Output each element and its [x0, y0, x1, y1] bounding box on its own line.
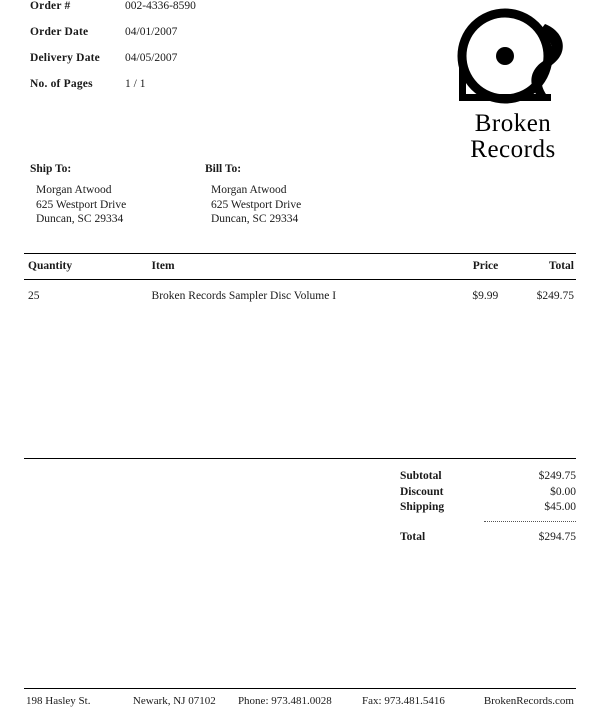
company-logo	[448, 6, 578, 162]
total-label: Total	[400, 530, 426, 543]
bill-to-title: Bill To:	[205, 163, 242, 175]
table-header-row	[24, 254, 576, 279]
ship-to-line: Duncan, SC 29334	[36, 213, 124, 225]
cell-price: $9.99	[472, 290, 499, 302]
shipping-value: $45.00	[544, 501, 576, 513]
column-header-price: Price	[472, 260, 499, 272]
footer-fax: Fax: 973.481.5416	[362, 695, 445, 707]
totals-divider	[484, 521, 576, 522]
ship-to-line: Morgan Atwood	[36, 184, 112, 196]
meta-row-page-count	[30, 78, 330, 104]
bill-to-line: 625 Westport Drive	[211, 198, 302, 211]
footer-city: Newark, NJ 07102	[132, 695, 216, 707]
subtotal-label: Subtotal	[400, 470, 442, 482]
ship-to-title: Ship To:	[30, 163, 72, 175]
bill-to-line: Morgan Atwood	[211, 184, 287, 196]
discount-value: $0.00	[550, 485, 576, 498]
totals-row-discount	[400, 485, 576, 501]
record-disc-icon	[453, 6, 573, 111]
meta-label: Order Date	[30, 26, 89, 38]
totals-top-rule	[24, 458, 576, 459]
subtotal-value: $249.75	[538, 470, 576, 482]
ship-to-line: 625 Westport Drive	[36, 198, 127, 211]
footer	[24, 695, 576, 707]
line-items-table	[24, 253, 576, 302]
meta-label: No. of Pages	[30, 78, 93, 90]
totals-block	[400, 469, 576, 545]
meta-label: Delivery Date	[30, 52, 100, 64]
footer-address: 198 Hasley St.	[26, 695, 91, 707]
meta-value: 1 / 1	[125, 78, 146, 90]
column-header-quantity: Quantity	[28, 260, 73, 272]
shipping-label: Shipping	[400, 501, 445, 513]
footer-website: BrokenRecords.com	[483, 695, 574, 707]
footer-phone: Phone: 973.481.0028	[237, 695, 332, 707]
address-section	[30, 163, 570, 227]
bill-to-line: Duncan, SC 29334	[211, 213, 299, 225]
order-meta-block	[30, 0, 330, 104]
cell-item: Broken Records Sampler Disc Volume I	[151, 290, 337, 302]
column-header-item: Item	[151, 260, 175, 272]
totals-row-shipping	[400, 500, 576, 516]
meta-row-order-number	[30, 0, 330, 26]
cell-quantity: 25	[28, 290, 40, 302]
meta-label: Order #	[30, 0, 71, 12]
discount-label: Discount	[400, 485, 444, 498]
totals-row-total	[400, 530, 576, 546]
meta-row-delivery-date	[30, 52, 330, 78]
column-header-total: Total	[548, 260, 574, 272]
meta-value: 04/05/2007	[125, 52, 178, 64]
meta-value: 002-4336-8590	[125, 0, 196, 12]
logo-text-line-2: Records	[470, 135, 556, 163]
footer-rule	[24, 688, 576, 689]
total-value: $294.75	[538, 530, 576, 543]
ship-to-block	[30, 163, 205, 227]
meta-row-order-date	[30, 26, 330, 52]
totals-row-subtotal	[400, 469, 576, 485]
cell-total: $249.75	[536, 290, 574, 302]
meta-value: 04/01/2007	[125, 26, 178, 38]
logo-text-line-1: Broken	[474, 110, 552, 137]
table-row	[24, 280, 576, 302]
bill-to-block	[205, 163, 380, 227]
